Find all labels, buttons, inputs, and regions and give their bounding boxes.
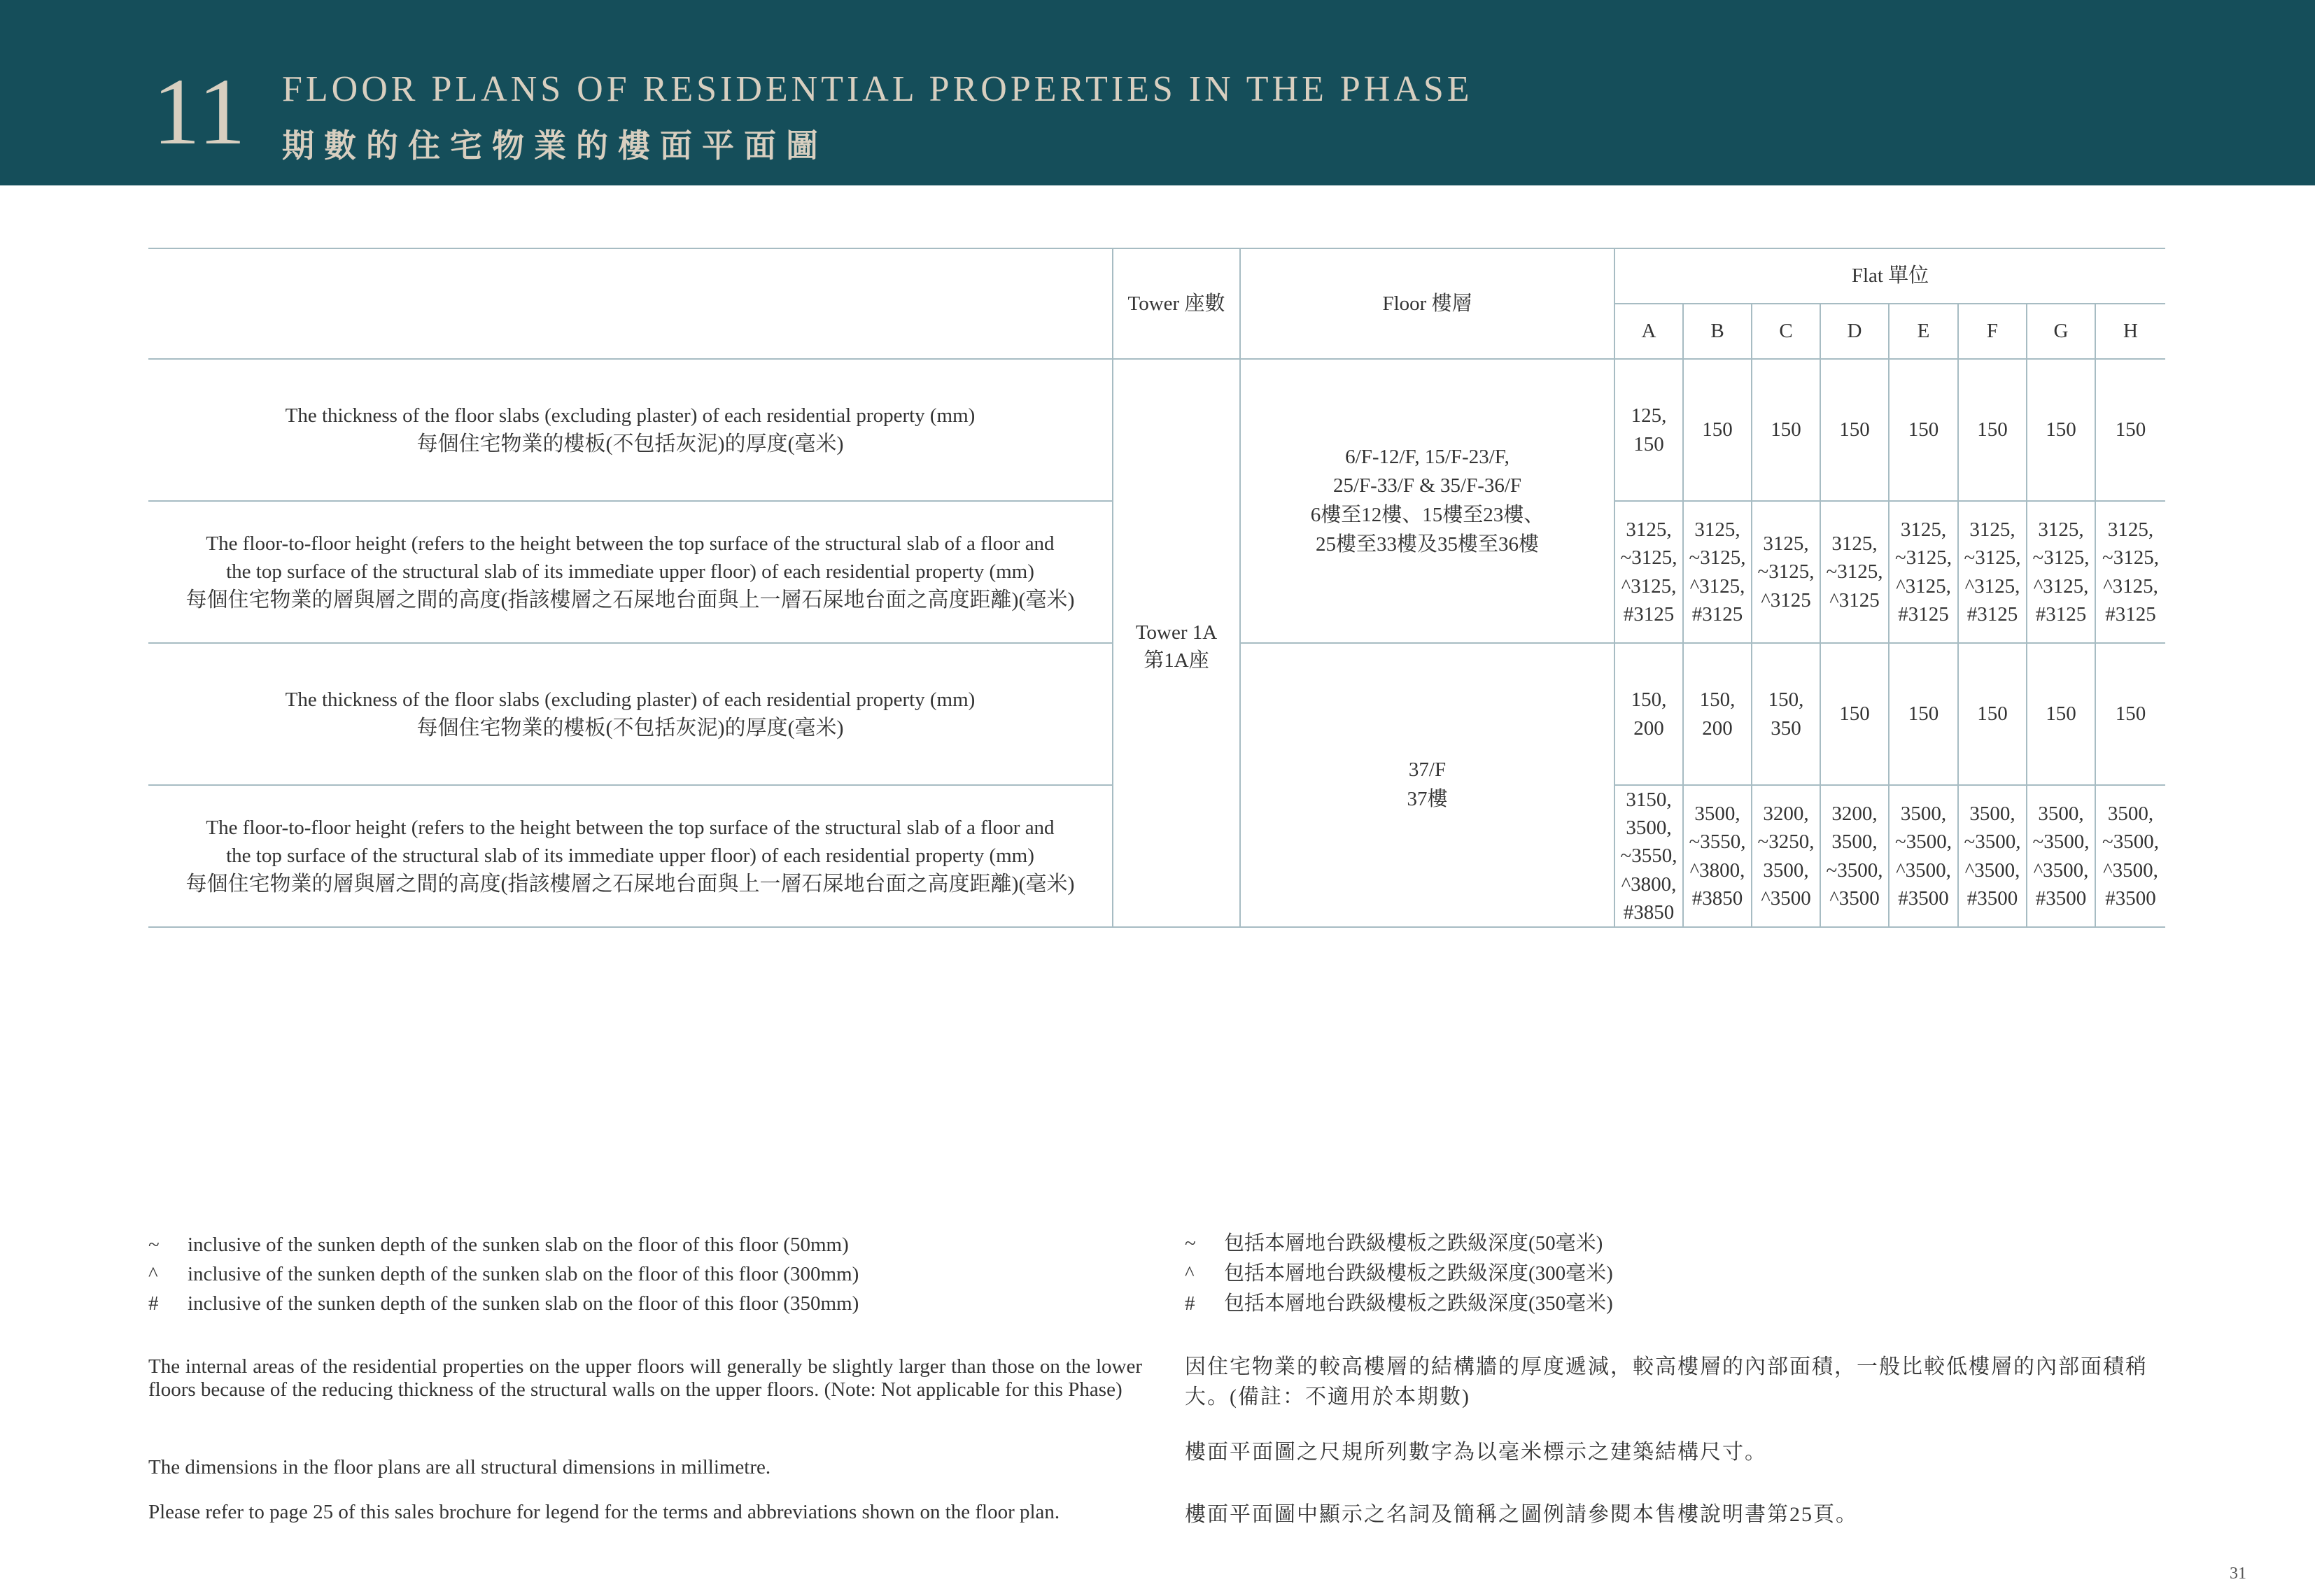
- value-line: 3125,: [1626, 518, 1672, 542]
- value-line: 3125,: [2038, 518, 2084, 542]
- value-line: ~3500,: [1964, 831, 2021, 854]
- value-line: 3500,: [1969, 803, 2015, 826]
- description-en: The floor-to-floor height (refers to the height between the top surface of the structural slab of a floor and: [206, 532, 1055, 555]
- value-line: ~3125,: [1689, 546, 1746, 570]
- value-line: ^3500,: [1964, 859, 2020, 882]
- footnotes-zh: [1185, 1229, 2172, 1319]
- value-line: #3850: [1623, 901, 1675, 924]
- header-floor: Floor 樓層: [1240, 248, 1614, 359]
- value-cell-B: [1683, 359, 1752, 501]
- description-en: The thickness of the floor slabs (excluding plaster) of each residential property (mm): [285, 688, 976, 711]
- value-line: 150,: [1768, 688, 1804, 712]
- value-line: ~3550,: [1689, 831, 1746, 854]
- value-line: 150: [1633, 432, 1664, 456]
- page-number: 31: [2230, 1565, 2246, 1583]
- value-cell-G: [2027, 501, 2095, 643]
- value-line: ^3500,: [1896, 859, 1951, 882]
- value-line: ~3500,: [1895, 831, 1952, 854]
- value-cell-A: [1614, 501, 1683, 643]
- value-line: #3500: [1898, 887, 1949, 910]
- value-line: ~3125,: [1895, 546, 1952, 570]
- value-line: ^3800,: [1621, 873, 1677, 896]
- value-line: ^3125,: [1964, 574, 2020, 598]
- value-line: 3500,: [1626, 817, 1672, 840]
- value-cell-H: [2095, 501, 2165, 643]
- value-line: ^3800,: [1689, 859, 1745, 882]
- flat-letter-C: C: [1752, 304, 1820, 359]
- floor-cell: [1240, 359, 1614, 643]
- value-line: #3125: [2035, 602, 2087, 626]
- footnote-text: 包括本層地台跌級樓板之跌級深度(300毫米): [1224, 1262, 1613, 1285]
- value-line: ~3125,: [1964, 546, 2021, 570]
- value-line: 150: [2115, 418, 2146, 442]
- value-line: #3125: [1623, 602, 1675, 626]
- value-line: 150,: [1699, 688, 1736, 712]
- tower-label: Tower 1A: [1135, 621, 1218, 644]
- value-line: #3500: [1966, 887, 2018, 910]
- footnote-text: 包括本層地台跌級樓板之跌級深度(50毫米): [1224, 1232, 1603, 1255]
- value-cell-C: [1752, 501, 1820, 643]
- flat-letter-F: F: [1958, 304, 2027, 359]
- value-line: ^3500,: [2033, 859, 2089, 882]
- value-line: 350: [1771, 716, 1801, 740]
- value-cell-H: [2095, 785, 2165, 927]
- value-line: 3125,: [1969, 518, 2015, 542]
- value-cell-G: [2027, 785, 2095, 927]
- value-line: 3500,: [1900, 803, 1947, 826]
- value-cell-A: [1614, 359, 1683, 501]
- header-blank-cell: [148, 248, 1113, 359]
- value-line: ~3125,: [1757, 560, 1815, 584]
- note-legend-zh: 樓面平面圖中顯示之名詞及簡稱之圖例請參閱本售樓說明書第25頁。: [1185, 1503, 1858, 1526]
- row-description: [148, 359, 1113, 501]
- value-cell-C: [1752, 643, 1820, 785]
- footnote-text: inclusive of the sunken depth of the sunken slab on the floor of this floor (50mm): [188, 1234, 849, 1256]
- value-line: #3850: [1691, 887, 1743, 910]
- value-line: 150: [1839, 418, 1870, 442]
- description-zh: 每個住宅物業的樓板(不包括灰泥)的厚度(毫米): [416, 432, 844, 456]
- value-cell-F: [1958, 643, 2027, 785]
- value-cell-F: [1958, 501, 2027, 643]
- section-header: [0, 0, 2315, 185]
- value-line: ^3125,: [1689, 574, 1745, 598]
- value-line: #3125: [1966, 602, 2018, 626]
- value-cell-D: [1820, 643, 1889, 785]
- value-line: 3150,: [1626, 789, 1672, 812]
- value-cell-H: [2095, 643, 2165, 785]
- footnote-symbol: ~: [1185, 1232, 1196, 1255]
- value-line: #3125: [1691, 602, 1743, 626]
- note-dimensions-zh: 樓面平面圖之尺規所列數字為以毫米標示之建築結構尺寸。: [1185, 1441, 1767, 1464]
- description-en: the top surface of the structural slab of its immediate upper floor) of each residential property (mm): [226, 560, 1034, 583]
- footnote-row: [148, 1259, 1142, 1289]
- value-line: ~3125,: [2102, 546, 2159, 570]
- flat-letter-A: A: [1614, 304, 1683, 359]
- footnote-symbol: ^: [148, 1263, 158, 1285]
- footnote-row: [1185, 1229, 2172, 1259]
- footnote-row: [1185, 1259, 2172, 1289]
- footnote-row: [148, 1230, 1142, 1259]
- value-line: 3200,: [1831, 803, 1878, 826]
- tower-cell: [1113, 359, 1240, 927]
- floor-cell: [1240, 643, 1614, 927]
- floor-spec-table: [148, 248, 2165, 928]
- value-line: 3500,: [2038, 803, 2084, 826]
- value-line: ^3125,: [1621, 574, 1677, 598]
- row-description: [148, 501, 1113, 643]
- value-cell-B: [1683, 785, 1752, 927]
- footnote-text: inclusive of the sunken depth of the sunken slab on the floor of this floor (300mm): [188, 1263, 859, 1285]
- value-cell-D: [1820, 785, 1889, 927]
- value-line: ^3500: [1829, 887, 1880, 910]
- value-line: ~3250,: [1757, 831, 1815, 854]
- value-line: ^3125,: [2103, 574, 2158, 598]
- value-line: 200: [1633, 716, 1664, 740]
- value-cell-A: [1614, 643, 1683, 785]
- footnote-symbol: ~: [148, 1234, 160, 1256]
- value-cell-E: [1889, 785, 1958, 927]
- value-line: ^3125,: [2033, 574, 2089, 598]
- floor-label: 6樓至12樓、15樓至23樓、: [1310, 504, 1544, 526]
- value-cell-F: [1958, 359, 2027, 501]
- note-internal-areas-en: The internal areas of the residential properties on the upper floors will generally be slightly larger than those on the lower floors because of the reducing thickness of the structural walls on the upper floors. (Note: Not applicable for this Phase): [148, 1355, 1142, 1401]
- value-line: 150: [1977, 702, 2008, 726]
- description-zh: 每個住宅物業的樓板(不包括灰泥)的厚度(毫米): [416, 716, 844, 740]
- value-line: 3125,: [2107, 518, 2154, 542]
- value-line: 150: [1839, 702, 1870, 726]
- value-line: 3125,: [1694, 518, 1740, 542]
- value-line: ~3500,: [2102, 831, 2159, 854]
- header-flat: Flat 單位: [1614, 248, 2165, 304]
- flat-letter-H: H: [2095, 304, 2165, 359]
- value-line: 150: [1702, 418, 1733, 442]
- value-cell-C: [1752, 785, 1820, 927]
- section-title-zh: 期數的住宅物業的樓面平面圖: [282, 128, 828, 164]
- value-cell-B: [1683, 501, 1752, 643]
- value-line: 150: [2046, 418, 2076, 442]
- value-cell-E: [1889, 501, 1958, 643]
- footnote-text: 包括本層地台跌級樓板之跌級深度(350毫米): [1224, 1292, 1613, 1315]
- footnote-symbol: ^: [1185, 1262, 1195, 1285]
- footnote-text: inclusive of the sunken depth of the sunken slab on the floor of this floor (350mm): [188, 1292, 859, 1315]
- value-line: ^3125: [1761, 588, 1811, 612]
- floor-label: 25/F-33/F & 35/F-36/F: [1332, 474, 1522, 497]
- floor-label: 37樓: [1407, 788, 1448, 810]
- value-line: #3125: [2105, 602, 2156, 626]
- note-dimensions-en: The dimensions in the floor plans are all structural dimensions in millimetre.: [148, 1456, 771, 1478]
- value-cell-C: [1752, 359, 1820, 501]
- value-line: 150: [1908, 418, 1939, 442]
- value-line: ~3125,: [2032, 546, 2090, 570]
- value-cell-G: [2027, 359, 2095, 501]
- value-line: 150: [1977, 418, 2008, 442]
- value-line: 125,: [1631, 404, 1667, 428]
- value-line: 3500,: [1763, 859, 1809, 882]
- value-line: 3500,: [1694, 803, 1740, 826]
- value-line: 200: [1702, 716, 1733, 740]
- floor-label: 37/F: [1408, 758, 1447, 782]
- value-cell-B: [1683, 643, 1752, 785]
- value-line: ~3500,: [2032, 831, 2090, 854]
- value-line: ^3500,: [2103, 859, 2158, 882]
- value-line: ^3125: [1829, 588, 1880, 612]
- value-cell-G: [2027, 643, 2095, 785]
- description-en: The floor-to-floor height (refers to the height between the top surface of the structural slab of a floor and: [206, 816, 1055, 839]
- section-title-en: FLOOR PLANS OF RESIDENTIAL PROPERTIES IN THE PHASE: [282, 69, 1473, 109]
- footnote-row: [1185, 1289, 2172, 1319]
- value-line: 150,: [1631, 688, 1667, 712]
- value-line: ^3500: [1761, 887, 1811, 910]
- value-line: 150: [2046, 702, 2076, 726]
- value-cell-D: [1820, 501, 1889, 643]
- value-line: #3500: [2035, 887, 2087, 910]
- value-line: ~3500,: [1826, 859, 1883, 882]
- value-line: 3500,: [1831, 831, 1878, 854]
- flat-letter-G: G: [2027, 304, 2095, 359]
- value-line: 3125,: [1831, 532, 1878, 556]
- footnote-symbol: #: [148, 1292, 159, 1315]
- floor-label: 6/F-12/F, 15/F-23/F,: [1345, 445, 1510, 468]
- value-cell-H: [2095, 359, 2165, 501]
- flat-letter-B: B: [1683, 304, 1752, 359]
- value-line: 150: [1908, 702, 1939, 726]
- value-line: 150: [2115, 702, 2146, 726]
- value-line: ~3550,: [1620, 845, 1677, 868]
- value-line: #3500: [2105, 887, 2156, 910]
- value-cell-A: [1614, 785, 1683, 927]
- footnotes-en: [148, 1230, 1142, 1318]
- value-line: 3500,: [2107, 803, 2154, 826]
- row-description: [148, 785, 1113, 927]
- footnote-row: [148, 1289, 1142, 1318]
- value-line: ~3125,: [1826, 560, 1883, 584]
- flat-letter-E: E: [1889, 304, 1958, 359]
- value-cell-F: [1958, 785, 2027, 927]
- note-legend-en: Please refer to page 25 of this sales brochure for legend for the terms and abbreviations shown on the floor plan.: [148, 1501, 1060, 1523]
- header-tower: Tower 座數: [1113, 248, 1240, 359]
- note-internal-areas-zh: 因住宅物業的較高樓層的結構牆的厚度遞減，較高樓層的內部面積，一般比較低樓層的內部面積稍大。(備註：不適用於本期數): [1185, 1355, 2148, 1408]
- description-en: the top surface of the structural slab of its immediate upper floor) of each residential property (mm): [226, 844, 1034, 867]
- value-line: 3200,: [1763, 803, 1809, 826]
- value-cell-D: [1820, 359, 1889, 501]
- value-line: 3125,: [1763, 532, 1809, 556]
- tower-label: 第1A座: [1144, 649, 1209, 672]
- value-line: ~3125,: [1620, 546, 1677, 570]
- value-line: #3125: [1898, 602, 1949, 626]
- row-description: [148, 643, 1113, 785]
- footnote-symbol: #: [1185, 1292, 1195, 1315]
- description-en: The thickness of the floor slabs (excluding plaster) of each residential property (mm): [285, 404, 976, 427]
- flat-letter-D: D: [1820, 304, 1889, 359]
- value-line: ^3125,: [1896, 574, 1951, 598]
- floor-label: 25樓至33樓及35樓至36樓: [1315, 532, 1539, 556]
- value-line: 3125,: [1900, 518, 1947, 542]
- description-zh: 每個住宅物業的層與層之間的高度(指該樓層之石屎地台面與上一層石屎地台面之高度距離)(毫米): [185, 588, 1075, 612]
- value-line: 150: [1771, 418, 1801, 442]
- description-zh: 每個住宅物業的層與層之間的高度(指該樓層之石屎地台面與上一層石屎地台面之高度距離)(毫米): [185, 872, 1075, 896]
- value-cell-E: [1889, 359, 1958, 501]
- section-number: 11: [153, 59, 247, 164]
- value-cell-E: [1889, 643, 1958, 785]
